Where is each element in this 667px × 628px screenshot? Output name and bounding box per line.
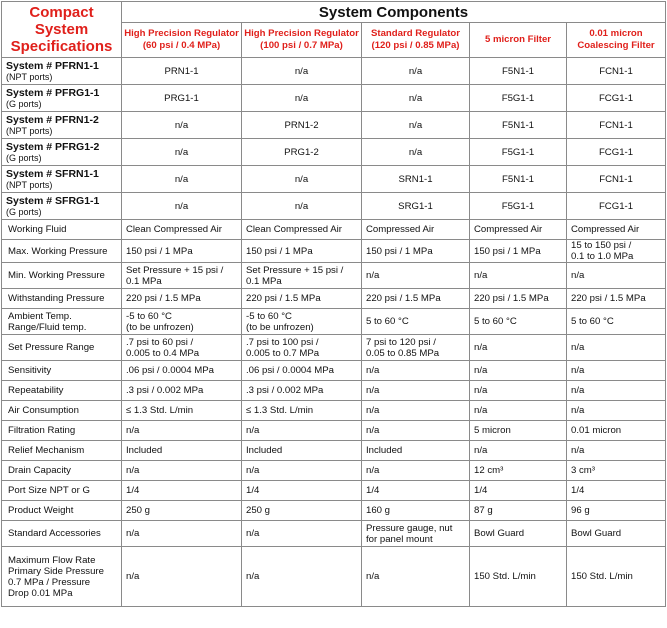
spec-value: n/a (242, 521, 362, 547)
column-header: High Precision Regulator (100 psi / 0.7 MPa) (242, 23, 362, 58)
spec-value: n/a (567, 441, 666, 461)
spec-value: 150 psi / 1 MPa (470, 240, 567, 263)
spec-value: 5 to 60 °C (567, 309, 666, 335)
spec-row (2, 335, 666, 361)
spec-value: n/a (362, 547, 470, 607)
spec-value: Compressed Air (470, 220, 567, 240)
spec-value: 250 g (122, 501, 242, 521)
system-ports: (G ports) (6, 207, 42, 217)
spec-value: -5 to 60 °C (to be unfrozen) (242, 309, 362, 335)
spec-value: Set Pressure + 15 psi / 0.1 MPa (122, 263, 242, 289)
spec-value: .7 psi to 100 psi / 0.005 to 0.7 MPa (242, 335, 362, 361)
spec-label: Ambient Temp. Range/Fluid temp. (2, 309, 122, 335)
spec-label: Repeatability (2, 381, 122, 401)
component-cell: n/a (362, 112, 470, 139)
spec-row (2, 401, 666, 421)
spec-value: n/a (242, 421, 362, 441)
spec-value: n/a (122, 521, 242, 547)
system-name: System # PFRN1-1 (6, 60, 99, 72)
spec-value: Bowl Guard (470, 521, 567, 547)
spec-value: n/a (567, 361, 666, 381)
system-name: System # PFRG1-2 (6, 141, 100, 153)
component-cell: n/a (242, 166, 362, 193)
spec-label: Maximum Flow Rate Primary Side Pressure 0.7 MPa / Pressure Drop 0.01 MPa (2, 547, 122, 607)
component-cell: PRN1-2 (242, 112, 362, 139)
spec-value: Set Pressure + 15 psi / 0.1 MPa (242, 263, 362, 289)
spec-value: Included (242, 441, 362, 461)
spec-value: 5 micron (470, 421, 567, 441)
component-cell: n/a (122, 139, 242, 166)
spec-value: .3 psi / 0.002 MPa (122, 381, 242, 401)
system-label (2, 58, 122, 85)
spec-value: 220 psi / 1.5 MPa (242, 289, 362, 309)
system-row (2, 166, 666, 193)
spec-value: 250 g (242, 501, 362, 521)
spec-row (2, 309, 666, 335)
component-cell: PRG1-2 (242, 139, 362, 166)
system-name: System # PFRG1-1 (6, 87, 100, 99)
spec-value: 220 psi / 1.5 MPa (122, 289, 242, 309)
spec-row (2, 361, 666, 381)
spec-value: Clean Compressed Air (242, 220, 362, 240)
spec-value: Clean Compressed Air (122, 220, 242, 240)
table-title: Compact System Specifications (2, 2, 122, 58)
column-header: 0.01 micron Coalescing Filter (567, 23, 666, 58)
spec-label: Drain Capacity (2, 461, 122, 481)
spec-value: .3 psi / 0.002 MPa (242, 381, 362, 401)
component-cell: n/a (122, 166, 242, 193)
system-name: System # SFRG1-1 (6, 195, 100, 207)
spec-value: Included (122, 441, 242, 461)
spec-value: .7 psi to 60 psi / 0.005 to 0.4 MPa (122, 335, 242, 361)
component-cell: n/a (362, 85, 470, 112)
spec-row (2, 481, 666, 501)
spec-label: Min. Working Pressure (2, 263, 122, 289)
spec-value: 220 psi / 1.5 MPa (567, 289, 666, 309)
column-header: High Precision Regulator (60 psi / 0.4 MPa) (122, 23, 242, 58)
spec-value: 220 psi / 1.5 MPa (362, 289, 470, 309)
specifications-table (1, 1, 666, 607)
spec-value: 7 psi to 120 psi / 0.05 to 0.85 MPa (362, 335, 470, 361)
system-name: System # PFRN1-2 (6, 114, 99, 126)
component-cell: n/a (242, 58, 362, 85)
spec-label: Working Fluid (2, 220, 122, 240)
spec-row (2, 220, 666, 240)
spec-value: Compressed Air (567, 220, 666, 240)
system-label (2, 139, 122, 166)
component-cell: F5G1-1 (470, 85, 567, 112)
spec-label: Withstanding Pressure (2, 289, 122, 309)
spec-value: .06 psi / 0.0004 MPa (242, 361, 362, 381)
component-cell: FCN1-1 (567, 166, 666, 193)
spec-value: 150 psi / 1 MPa (242, 240, 362, 263)
component-cell: n/a (242, 85, 362, 112)
spec-value: n/a (470, 361, 567, 381)
spec-value: n/a (122, 547, 242, 607)
component-cell: F5G1-1 (470, 139, 567, 166)
spec-value: 1/4 (567, 481, 666, 501)
spec-value: 150 Std. L/min (470, 547, 567, 607)
spec-value: 220 psi / 1.5 MPa (470, 289, 567, 309)
spec-value: n/a (470, 263, 567, 289)
component-cell: FCN1-1 (567, 58, 666, 85)
spec-value: 12 cm³ (470, 461, 567, 481)
spec-value: n/a (122, 421, 242, 441)
spec-value: n/a (362, 263, 470, 289)
spec-row (2, 501, 666, 521)
spec-value: n/a (567, 335, 666, 361)
component-cell: SRN1-1 (362, 166, 470, 193)
spec-value: .06 psi / 0.0004 MPa (122, 361, 242, 381)
component-cell: F5N1-1 (470, 58, 567, 85)
system-ports: (NPT ports) (6, 126, 53, 136)
spec-row (2, 263, 666, 289)
spec-value: 96 g (567, 501, 666, 521)
component-cell: F5N1-1 (470, 112, 567, 139)
spec-value: 1/4 (470, 481, 567, 501)
system-label (2, 85, 122, 112)
spec-label: Max. Working Pressure (2, 240, 122, 263)
spec-value: n/a (567, 263, 666, 289)
spec-value: ≤ 1.3 Std. L/min (242, 401, 362, 421)
component-cell: n/a (122, 193, 242, 220)
component-cell: PRG1-1 (122, 85, 242, 112)
spec-label: Standard Accessories (2, 521, 122, 547)
component-cell: SRG1-1 (362, 193, 470, 220)
component-cell: n/a (242, 193, 362, 220)
component-cell: F5N1-1 (470, 166, 567, 193)
component-cell: PRN1-1 (122, 58, 242, 85)
spec-row (2, 547, 666, 607)
spec-value: n/a (470, 335, 567, 361)
spec-value: 1/4 (122, 481, 242, 501)
system-row (2, 112, 666, 139)
spec-value: Compressed Air (362, 220, 470, 240)
spec-label: Set Pressure Range (2, 335, 122, 361)
spec-label: Relief Mechanism (2, 441, 122, 461)
spec-value: n/a (242, 547, 362, 607)
spec-label: Filtration Rating (2, 421, 122, 441)
component-cell: FCN1-1 (567, 112, 666, 139)
system-row (2, 58, 666, 85)
component-cell: n/a (362, 139, 470, 166)
spec-value: n/a (362, 361, 470, 381)
component-cell: F5G1-1 (470, 193, 567, 220)
spec-value: 87 g (470, 501, 567, 521)
spec-value: -5 to 60 °C (to be unfrozen) (122, 309, 242, 335)
spec-label: Sensitivity (2, 361, 122, 381)
spec-value: n/a (362, 421, 470, 441)
component-cell: FCG1-1 (567, 193, 666, 220)
spec-value: 3 cm³ (567, 461, 666, 481)
system-label (2, 112, 122, 139)
system-ports: (NPT ports) (6, 180, 53, 190)
spec-row (2, 521, 666, 547)
spec-value: ≤ 1.3 Std. L/min (122, 401, 242, 421)
spec-value: 5 to 60 °C (362, 309, 470, 335)
column-header: Standard Regulator (120 psi / 0.85 MPa) (362, 23, 470, 58)
system-label (2, 193, 122, 220)
spec-row (2, 441, 666, 461)
system-name: System # SFRN1-1 (6, 168, 99, 180)
spec-value: n/a (362, 381, 470, 401)
system-components-header: System Components (122, 2, 666, 23)
system-row (2, 193, 666, 220)
system-row (2, 85, 666, 112)
spec-value: 1/4 (362, 481, 470, 501)
component-cell: n/a (122, 112, 242, 139)
spec-value: Pressure gauge, nut for panel mount (362, 521, 470, 547)
spec-row (2, 289, 666, 309)
spec-label: Product Weight (2, 501, 122, 521)
spec-row (2, 421, 666, 441)
spec-value: n/a (470, 441, 567, 461)
spec-value: n/a (470, 401, 567, 421)
system-ports: (G ports) (6, 99, 42, 109)
spec-value: n/a (362, 401, 470, 421)
column-header: 5 micron Filter (470, 23, 567, 58)
system-row (2, 139, 666, 166)
component-cell: FCG1-1 (567, 139, 666, 166)
spec-value: Included (362, 441, 470, 461)
spec-value: Bowl Guard (567, 521, 666, 547)
spec-value: n/a (122, 461, 242, 481)
component-cell: FCG1-1 (567, 85, 666, 112)
spec-value: n/a (362, 461, 470, 481)
spec-value: n/a (567, 381, 666, 401)
spec-value: 1/4 (242, 481, 362, 501)
spec-value: 150 psi / 1 MPa (122, 240, 242, 263)
spec-value: n/a (242, 461, 362, 481)
spec-row (2, 461, 666, 481)
spec-value: 0.01 micron (567, 421, 666, 441)
spec-label: Air Consumption (2, 401, 122, 421)
system-ports: (NPT ports) (6, 72, 53, 82)
system-ports: (G ports) (6, 153, 42, 163)
spec-value: 150 psi / 1 MPa (362, 240, 470, 263)
spec-value: 15 to 150 psi / 0.1 to 1.0 MPa (567, 240, 666, 263)
spec-value: 5 to 60 °C (470, 309, 567, 335)
spec-row (2, 381, 666, 401)
spec-row (2, 240, 666, 263)
spec-value: 150 Std. L/min (567, 547, 666, 607)
spec-label: Port Size NPT or G (2, 481, 122, 501)
spec-value: 160 g (362, 501, 470, 521)
system-label (2, 166, 122, 193)
component-cell: n/a (362, 58, 470, 85)
spec-value: n/a (470, 381, 567, 401)
spec-value: n/a (567, 401, 666, 421)
